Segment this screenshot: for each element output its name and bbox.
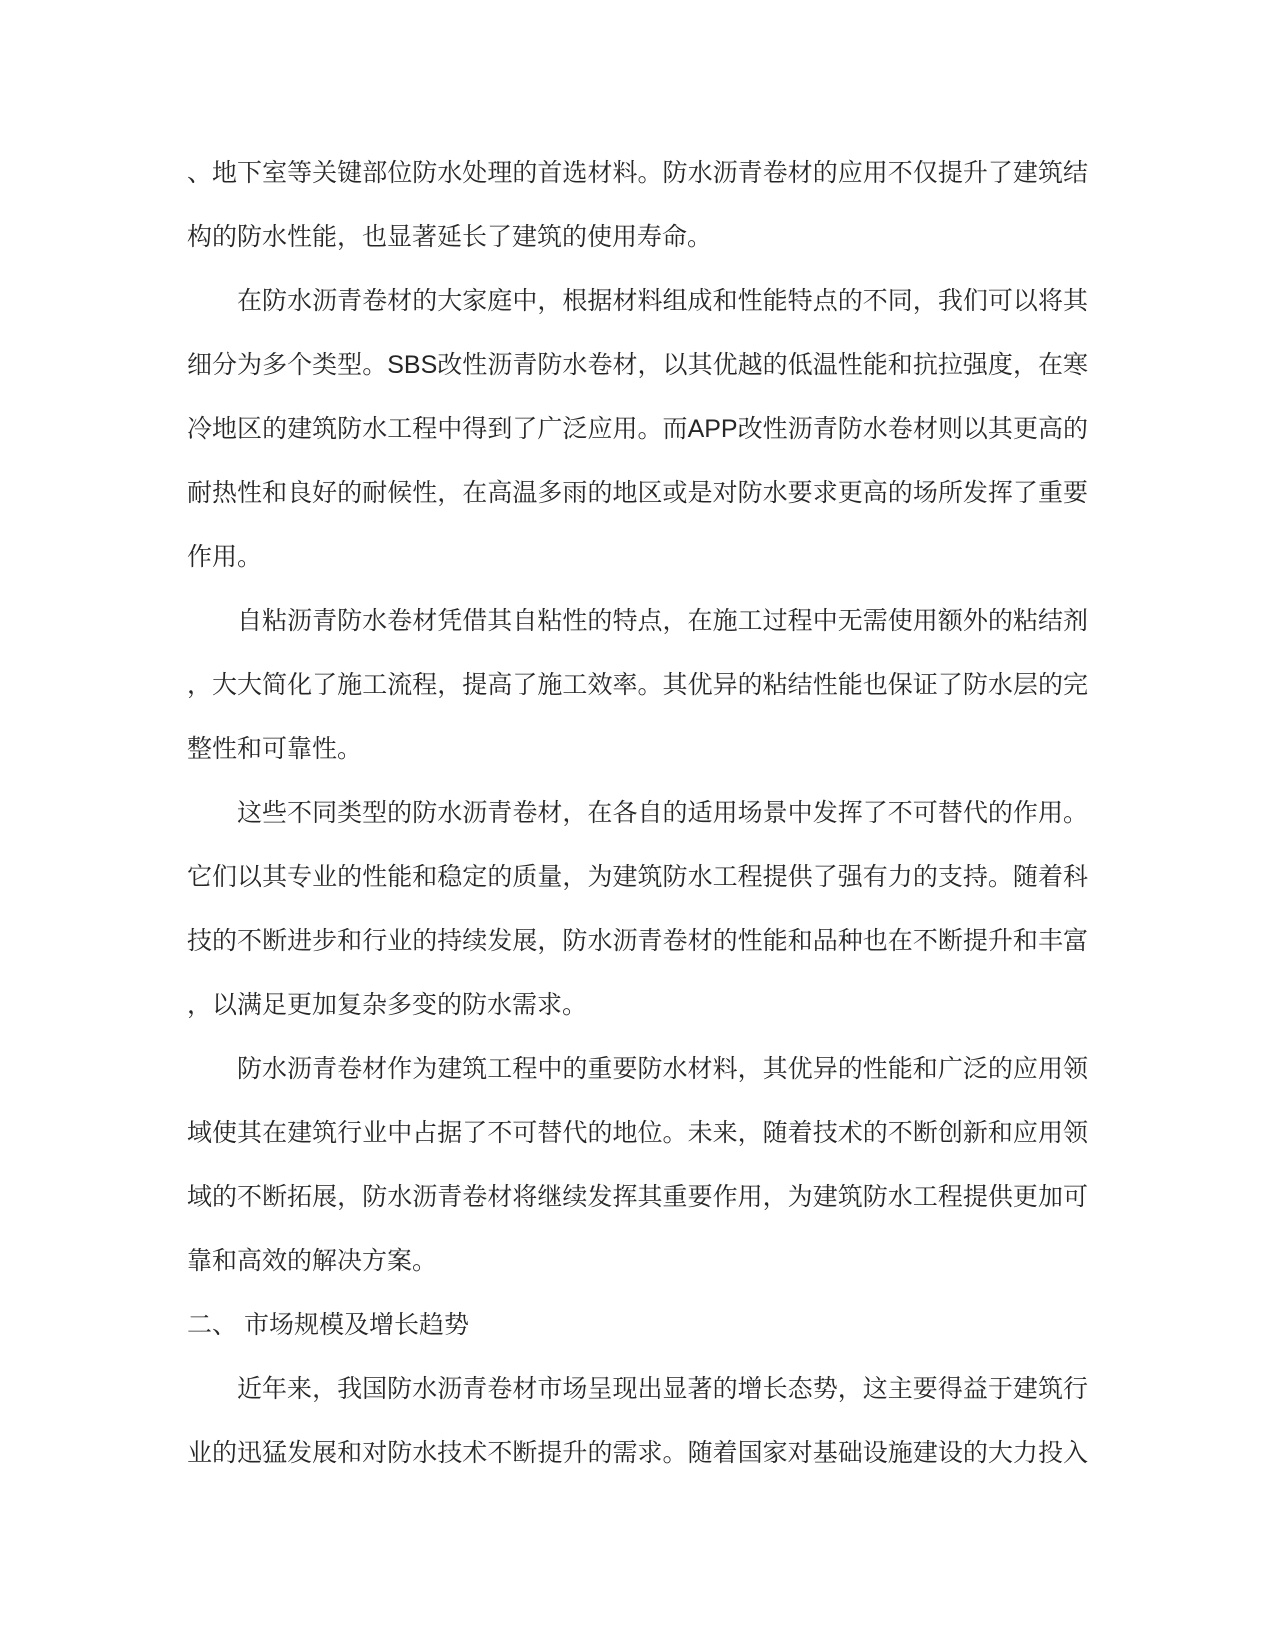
paragraph-line: 作用。 <box>187 543 263 571</box>
paragraph-line: 构的防水性能，也显著延长了建筑的使用寿命。 <box>187 223 713 251</box>
paragraph-line: 细分为多个类型。SBS改性沥青防水卷材，以其优越的低温性能和抗拉强度，在寒 <box>187 351 1088 379</box>
paragraph-line: 在防水沥青卷材的大家庭中，根据材料组成和性能特点的不同，我们可以将其 <box>237 287 1088 315</box>
section-heading: 二、 市场规模及增长趋势 <box>187 1311 469 1339</box>
paragraph-line: 域的不断拓展，防水沥青卷材将继续发挥其重要作用，为建筑防水工程提供更加可 <box>187 1183 1088 1211</box>
paragraph-line: 自粘沥青防水卷材凭借其自粘性的特点，在施工过程中无需使用额外的粘结剂 <box>237 607 1088 635</box>
paragraph-line: 整性和可靠性。 <box>187 735 363 763</box>
paragraph-line: 业的迅猛发展和对防水技术不断提升的需求。随着国家对基础设施建设的大力投入 <box>187 1439 1088 1467</box>
paragraph-line: 技的不断进步和行业的持续发展，防水沥青卷材的性能和品种也在不断提升和丰富 <box>187 927 1088 955</box>
paragraph-line: 防水沥青卷材作为建筑工程中的重要防水材料，其优异的性能和广泛的应用领 <box>237 1055 1088 1083</box>
document-body <box>187 141 1088 1485</box>
paragraph-line: 这些不同类型的防水沥青卷材，在各自的适用场景中发挥了不可替代的作用。 <box>237 799 1088 827</box>
paragraph-line: 、地下室等关键部位防水处理的首选材料。防水沥青卷材的应用不仅提升了建筑结 <box>187 159 1088 187</box>
paragraph-line: 冷地区的建筑防水工程中得到了广泛应用。而APP改性沥青防水卷材则以其更高的 <box>187 415 1088 443</box>
paragraph-line: 域使其在建筑行业中占据了不可替代的地位。未来，随着技术的不断创新和应用领 <box>187 1119 1088 1147</box>
paragraph-line: 耐热性和良好的耐候性，在高温多雨的地区或是对防水要求更高的场所发挥了重要 <box>187 479 1088 507</box>
paragraph-line: ，以满足更加复杂多变的防水需求。 <box>187 991 588 1019</box>
paragraph-line: ，大大简化了施工流程，提高了施工效率。其优异的粘结性能也保证了防水层的完 <box>187 671 1088 699</box>
paragraph-line: 它们以其专业的性能和稳定的质量，为建筑防水工程提供了强有力的支持。随着科 <box>187 863 1088 891</box>
paragraph-line: 近年来，我国防水沥青卷材市场呈现出显著的增长态势，这主要得益于建筑行 <box>237 1375 1088 1403</box>
paragraph-line: 靠和高效的解决方案。 <box>187 1247 438 1275</box>
